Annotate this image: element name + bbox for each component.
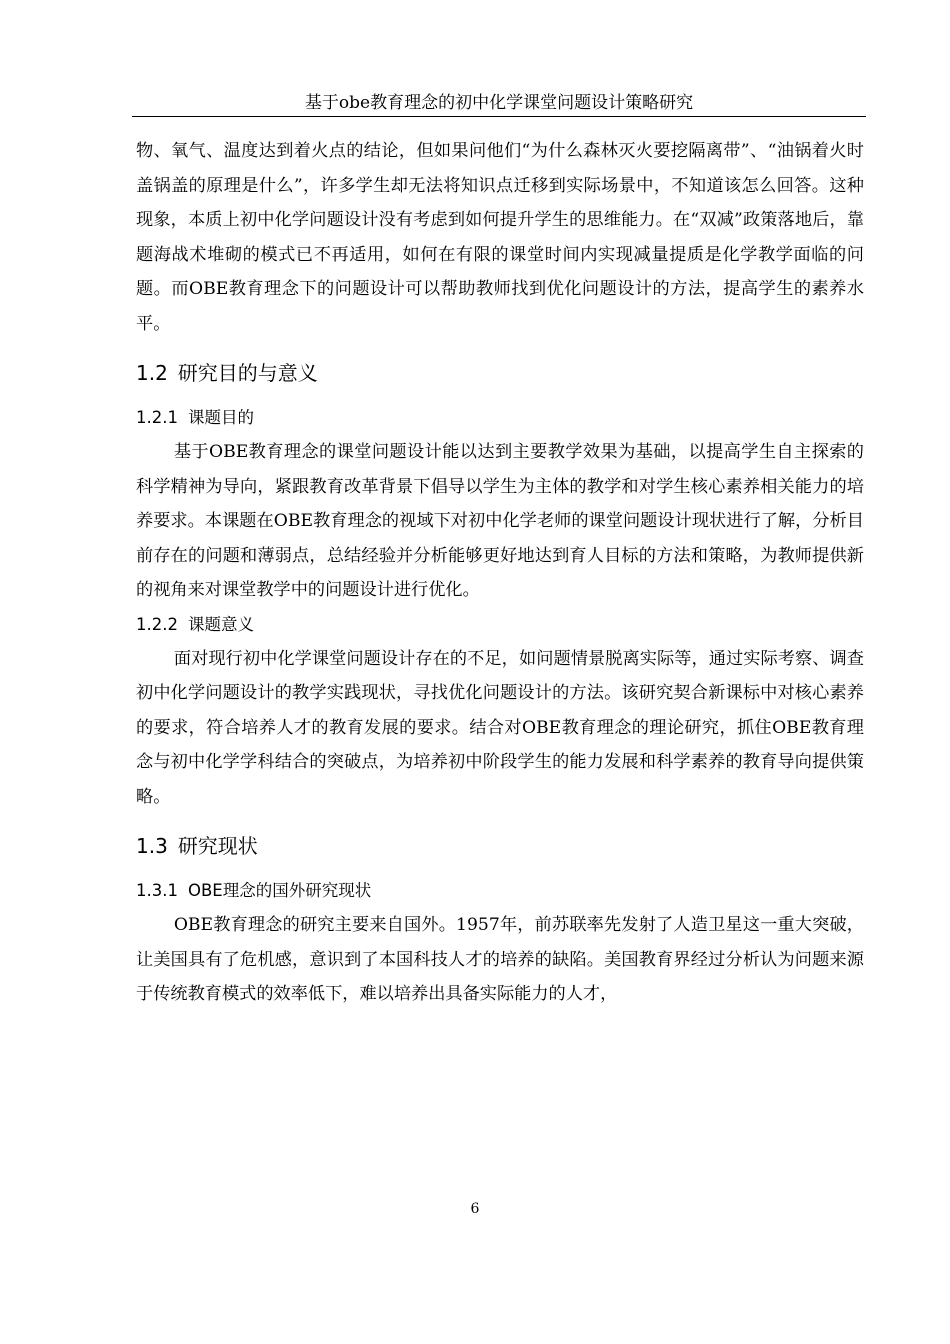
- paragraph-1-2-1: 基于OBE教育理念的课堂问题设计能以达到主要教学效果为基础，以提高学生自主探索的科学精神为导向，紧跟教育改革背景下倡导以学生为主体的教学和对学生核心素养相关能力的培养要求。本课题在OBE教育理念的视域下对初中化学老师的课堂问题设计现状进行了解，分析目前存在的问题和薄弱点，总结经验并分析能够更好地达到育人目标的方法和策略，为教师提供新的视角来对课堂教学中的问题设计进行优化。: [136, 442, 864, 600]
- subsection-number: 1.3.1: [136, 881, 178, 900]
- paragraph-1-2-2: 面对现行初中化学课堂问题设计存在的不足，如问题情景脱离实际等，通过实际考察、调查初中化学问题设计的教学实践现状，寻找优化问题设计的方法。该研究契合新课标中对核心素养的要求，符合培养人才的教育发展的要求。结合对OBE教育理念的理论研究，抓住OBE教育理念与初中化学学科结合的突破点，为培养初中阶段学生的能力发展和科学素养的教育导向提供策略。: [136, 648, 864, 807]
- section-heading-1-2: [136, 353, 864, 393]
- running-header-title: 基于obe教育理念的初中化学课堂问题设计策略研究: [132, 92, 866, 117]
- document-body: [136, 134, 864, 1012]
- subsection-number: 1.2.2: [136, 614, 178, 634]
- subsection-number: 1.2.1: [136, 408, 178, 427]
- paragraph-1-3-1: OBE教育理念的研究主要来自国外。1957年，前苏联率先发射了人造卫星这一重大突破，让美国具有了危机感，意识到了本国科技人才的培养的缺陷。美国教育界经过分析认为问题来源于传统教育模式的效率低下，难以培养出具备实际能力的人才，: [136, 915, 864, 1004]
- subsection-title: 课题目的: [187, 408, 254, 427]
- section-number: 1.3: [136, 834, 168, 858]
- section-title: 研究现状: [177, 834, 258, 858]
- section-number: 1.2: [136, 361, 168, 385]
- subsection-title: OBE理念的国外研究现状: [187, 881, 372, 900]
- section-title: 研究目的与意义: [177, 361, 318, 385]
- subsection-heading-1-3-1: [136, 876, 864, 906]
- subsection-heading-1-2-1: [136, 403, 864, 433]
- subsection-heading-1-2-2: [136, 610, 864, 640]
- section-heading-1-3: [136, 826, 864, 866]
- intro-paragraph: 物、氧气、温度达到着火点的结论，但如果问他们“为什么森林灭火要挖隔离带”、“油锅着火时盖锅盖的原理是什么”，许多学生却无法将知识点迁移到实际场景中，不知道该怎么回答。这种现象，本质上初中化学问题设计没有考虑到如何提升学生的思维能力。在“双减”政策落地后，靠题海战术堆砌的模式已不再适用，如何在有限的课堂时间内实现减量提质是化学教学面临的问题。而OBE教育理念下的问题设计可以帮助教师找到优化问题设计的方法，提高学生的素养水平。: [136, 141, 864, 334]
- page-number: 6: [470, 1201, 480, 1217]
- subsection-title: 课题意义: [187, 614, 254, 634]
